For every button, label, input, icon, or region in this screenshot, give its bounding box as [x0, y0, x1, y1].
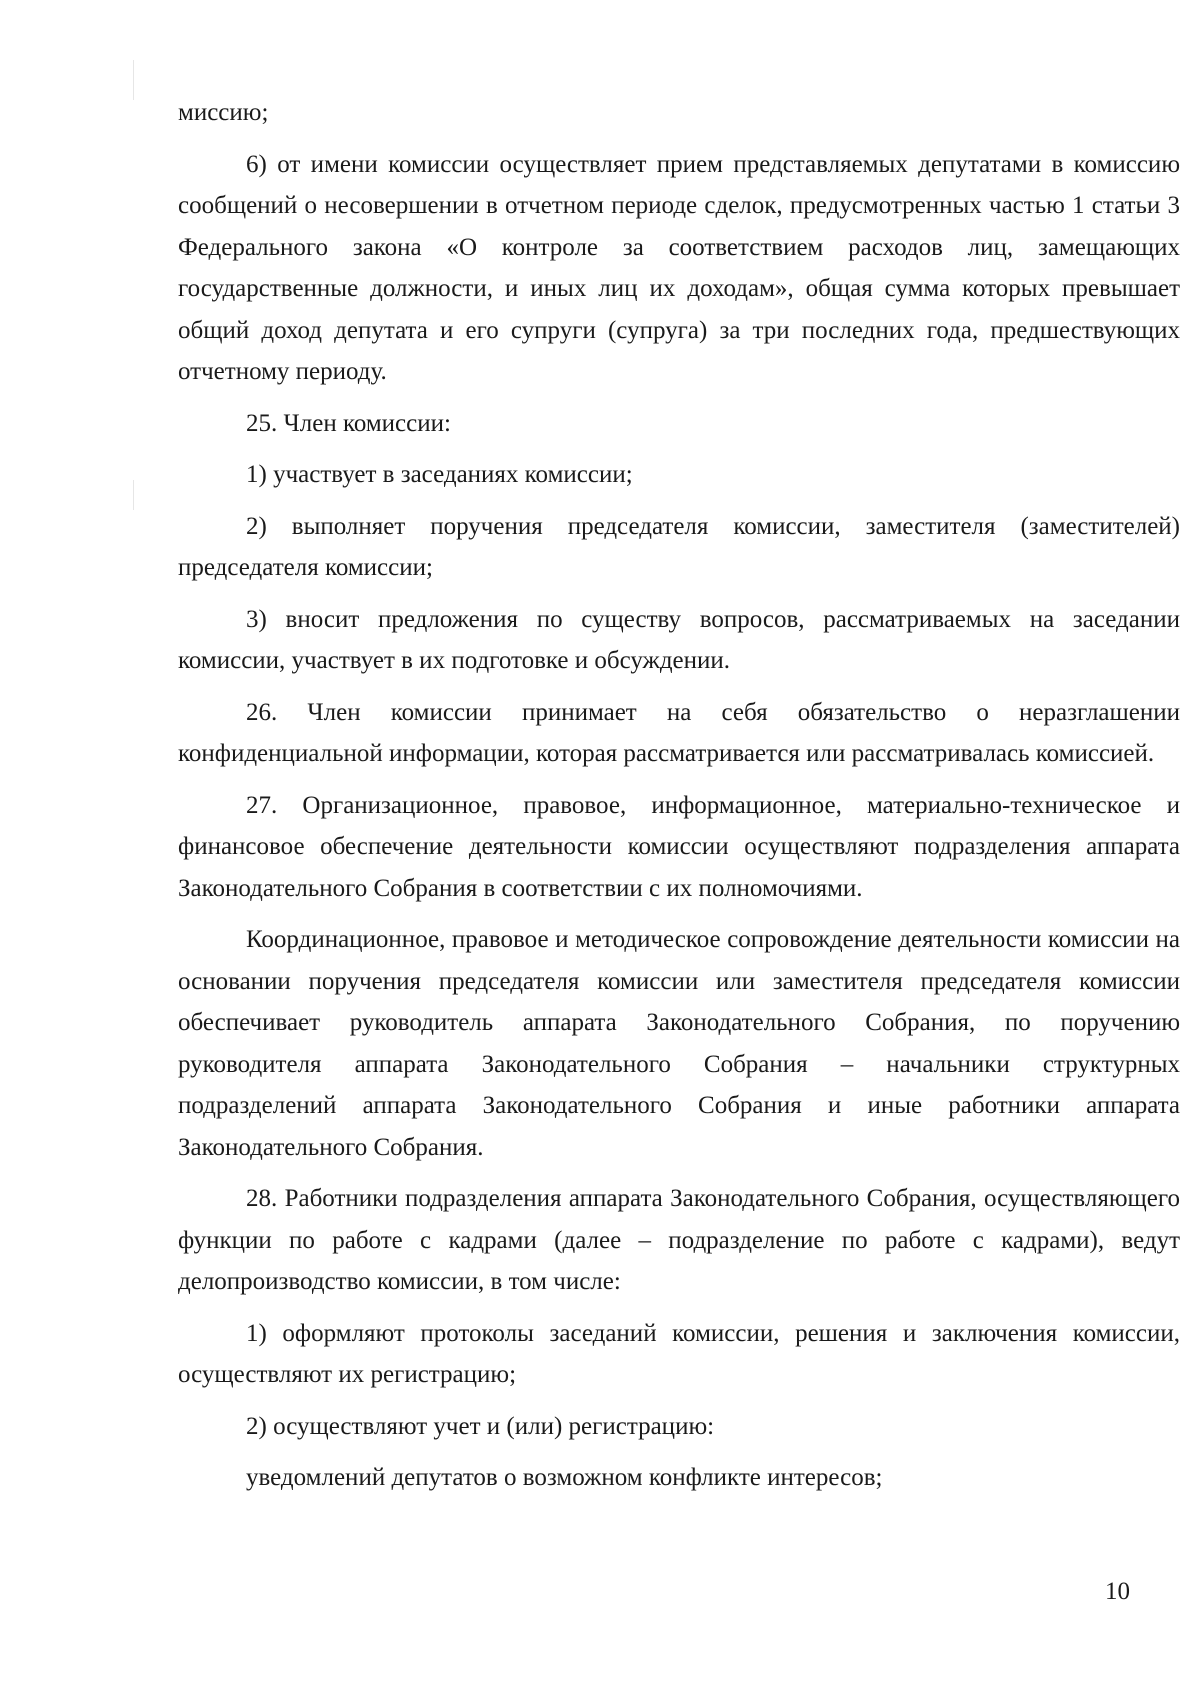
paragraph-item-1-protocols: 1) оформляют протоколы заседаний комиссии, решения и заключения комиссии, осуществляют их регистрацию;: [178, 1319, 1180, 1388]
paragraph-item-2-registration: 2) осуществляют учет и (или) регистрацию:: [246, 1412, 715, 1440]
paragraph-notifications: уведомлений депутатов о возможном конфликте интересов;: [246, 1464, 883, 1491]
page-number: 10: [1105, 1578, 1130, 1605]
paragraph-item-6: 6) от имени комиссии осуществляет прием представляемых депутатами в комиссию сообщений о несовершении в отчетном периоде сделок, предусмотренных частью 1 статьи 3 Федерального закона «О контроле за соответствием расходов лиц, замещающих государственные должности, и иных лиц их доходам», общая сумма которых превышает общий доход депутата и его супруги (супруга) за три последних года, предшествующих отчетному периоду.: [178, 150, 1180, 385]
paragraph-item-3: 3) вносит предложения по существу вопросов, рассматриваемых на заседании комиссии, участвует в их подготовке и обсуждении.: [178, 605, 1180, 674]
paragraph-section-26: 26. Член комиссии принимает на себя обязательство о неразглашении конфиденциальной информации, которая рассматривается или рассматривалась комиссией.: [178, 698, 1180, 767]
document-body: [178, 92, 1180, 1499]
scan-margin-mark: [133, 480, 134, 510]
paragraph-section-28: 28. Работники подразделения аппарата Законодательного Собрания, осуществляющего функции по работе с кадрами (далее – подразделение по работе с кадрами), ведут делопроизводство комиссии, в том числе:: [178, 1185, 1180, 1295]
paragraph-section-25: 25. Член комиссии:: [246, 409, 451, 437]
paragraph-section-27: 27. Организационное, правовое, информационное, материально-техническое и финансовое обеспечение деятельности комиссии осуществляют подразделения аппарата Законодательного Собрания в соответствии с их полномочиями.: [178, 791, 1180, 902]
scan-margin-mark: [133, 60, 134, 100]
paragraph-continuation: миссию;: [178, 99, 269, 126]
paragraph-item-2: 2) выполняет поручения председателя комиссии, заместителя (заместителей) председателя комиссии;: [178, 512, 1180, 581]
paragraph-coordination: Координационное, правовое и методическое сопровождение деятельности комиссии на основании поручения председателя комиссии или заместителя председателя комиссии обеспечивает руководитель аппарата Законодательного Собрания, по поручению руководителя аппарата Законодательного Собрания – начальники структурных подразделений аппарата Законодательного Собрания и иные работники аппарата Законодательного Собрания.: [178, 926, 1180, 1161]
paragraph-item-1: 1) участвует в заседаниях комиссии;: [246, 461, 633, 488]
